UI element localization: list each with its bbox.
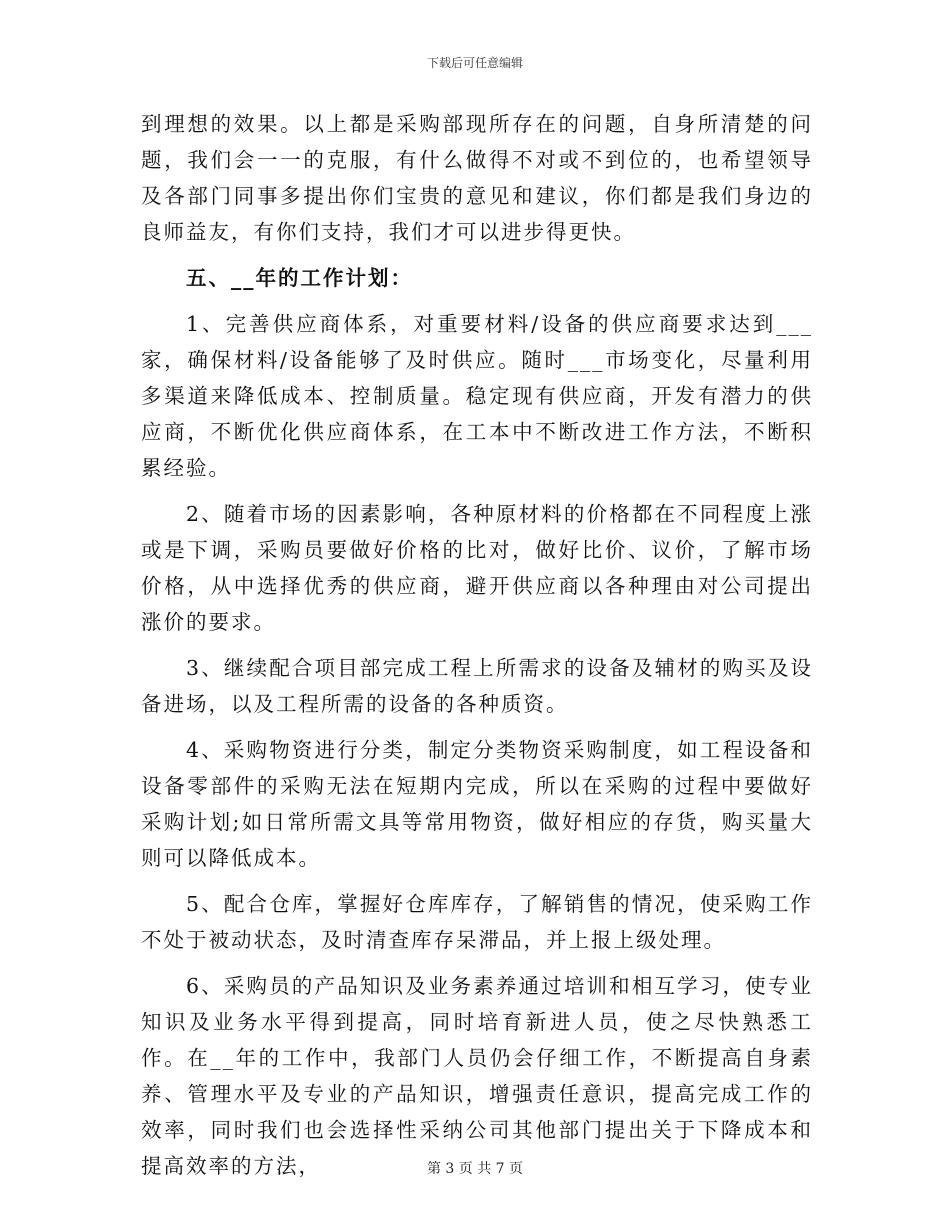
plan-item-2: 2、随着市场的因素影响，各种原材料的价格都在不同程度上涨或是下调，采购员要做好价格的比对，做好比价、议价，了解市场价格，从中选择优秀的供应商，避开供应商以各种理由对公司提出涨价的要求。: [141, 502, 813, 634]
plan-item-1: 1、完善供应商体系，对重要材料/设备的供应商要求达到___家，确保材料/设备能够了及时供应。随时___市场变化，尽量利用多渠道来降低成本、控制质量。稳定现有供应商，开发有潜力的供应商，不断优化供应商体系，在工本中不断改进工作方法，不断积累经验。: [141, 312, 813, 480]
plan-item-5: 5、配合仓库，掌握好仓库库存，了解销售的情况，使采购工作不处于被动状态，及时清查库存呆滞品，并上报上级处理。: [141, 892, 813, 952]
document-body: [141, 106, 813, 1194]
page-header-note: 下载后可任意编辑: [426, 56, 523, 70]
paragraph-continuation: 到理想的效果。以上都是采购部现所存在的问题，自身所清楚的问题，我们会一一的克服，有什么做得不对或不到位的，也希望领导及各部门同事多提出你们宝贵的意见和建议，你们都是我们身边的良师益友，有你们支持，我们才可以进步得更快。: [141, 112, 813, 244]
plan-item-4: 4、采购物资进行分类，制定分类物资采购制度，如工程设备和设备零部件的采购无法在短期内完成，所以在采购的过程中要做好采购计划;如日常所需文具等常用物资，做好相应的存货，购买量大则可以降低成本。: [141, 738, 813, 870]
plan-item-3: 3、继续配合项目部完成工程上所需求的设备及辅材的购买及设备进场，以及工程所需的设备的各种质资。: [141, 656, 813, 716]
page-number: 第 3 页 共 7 页: [426, 1161, 524, 1177]
plan-item-6: 6、采购员的产品知识及业务素养通过培训和相互学习，使专业知识及业务水平得到提高，同时培育新进人员，使之尽快熟悉工作。在__年的工作中，我部门人员仍会仔细工作，不断提高自身素养、管理水平及专业的产品知识，增强责任意识，提高完成工作的效率，同时我们也会选择性采纳公司其他部门提出关于下降成本和提高效率的方法，: [141, 974, 813, 1178]
section-heading-work-plan: 五、__年的工作计划：: [186, 266, 413, 290]
